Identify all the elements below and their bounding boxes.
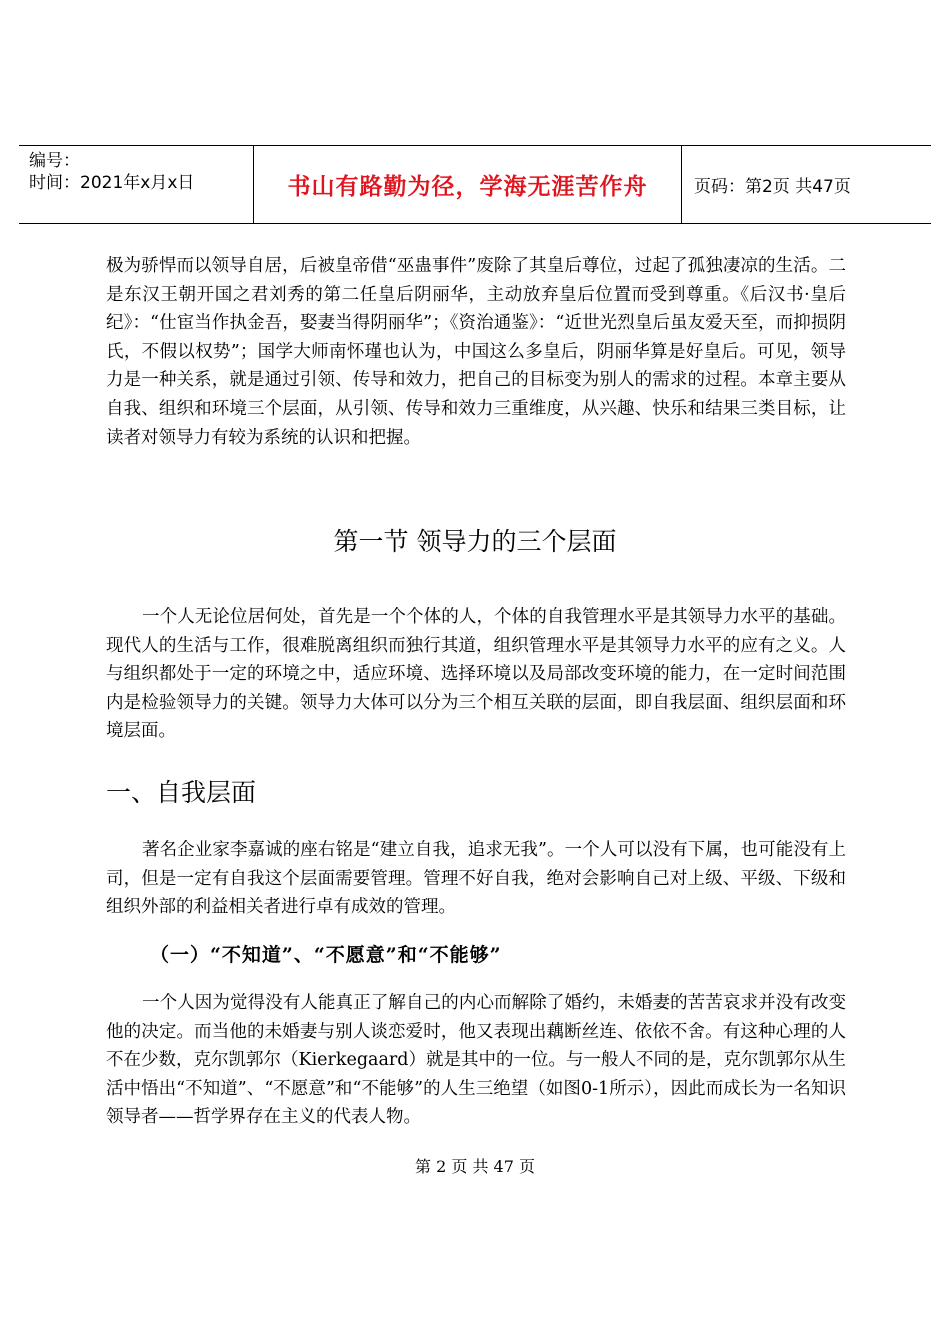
header-info (19, 146, 253, 223)
time-label: 时间：2021年x月x日 (29, 173, 195, 193)
kierkegaard-paragraph: 一个人因为觉得没有人能真正了解自己的内心而解除了婚约，未婚妻的苦苦哀求并没有改变他的决定。而当他的未婚妻与别人谈恋爱时，他又表现出藕断丝连、依依不舍。有这种心理的人不在少数，克尔凯郭尔（Kierkegaard）就是其中的一位。与一般人不同的是，克尔凯郭尔从生活中悟出“不知道”、“不愿意”和“不能够”的人生三绝望（如图0-1所示），因此而成长为一名知识领导者——哲学界存在主义的代表人物。 (106, 993, 846, 1128)
section-intro-paragraph: 一个人无论位居何处，首先是一个个体的人，个体的自我管理水平是其领导力水平的基础。现代人的生活与工作，很难脱离组织而独行其道，组织管理水平是其领导力水平的应有之义。人与组织都处于一定的环境之中，适应环境、选择环境以及局部改变环境的能力，在一定时间范围内是检验领导力的关键。领导力大体可以分为三个相互关联的层面，即自我层面、组织层面和环境层面。 (106, 607, 846, 742)
page-footer: 第 2 页 共 47 页 (415, 1157, 535, 1176)
self-level-paragraph: 著名企业家李嘉诚的座右铭是“建立自我，追求无我”。一个人可以没有下属，也可能没有上司，但是一定有自我这个层面需要管理。管理不好自我，绝对会影响自己对上级、平级、下级和组织外部的利益相关者进行卓有成效的管理。 (106, 840, 846, 918)
section-title: 第一节 领导力的三个层面 (333, 527, 617, 556)
heading-self-level: 一、自我层面 (106, 778, 257, 807)
number-label: 编号： (29, 151, 80, 171)
header-motto-cell (253, 146, 682, 223)
subheading-three-despairs: （一）“不知道”、“不愿意”和“不能够” (150, 944, 502, 966)
header-motto: 书山有路勤为径，学海无涯苦作舟 (287, 174, 648, 200)
header-page-code: 页码：第2页 共47页 (694, 177, 851, 197)
page-header (19, 145, 931, 224)
intro-paragraph: 极为骄悍而以领导自居，后被皇帝借“巫蛊事件”废除了其皇后尊位，过起了孤独凄凉的生活。二是东汉王朝开国之君刘秀的第二任皇后阴丽华，主动放弃皇后位置而受到尊重。《后汉书·皇后纪》：“仕宦当作执金吾，娶妻当得阴丽华”；《资治通鉴》：“近世光烈皇后虽友爱天至，而抑损阴氏，不假以权势”；国学大师南怀瑾也认为，中国这么多皇后，阴丽华算是好皇后。可见，领导力是一种关系，就是通过引领、传导和效力，把自己的目标变为别人的需求的过程。本章主要从自我、组织和环境三个层面，从引领、传导和效力三重维度，从兴趣、快乐和结果三类目标，让读者对领导力有较为系统的认识和把握。 (106, 256, 846, 448)
